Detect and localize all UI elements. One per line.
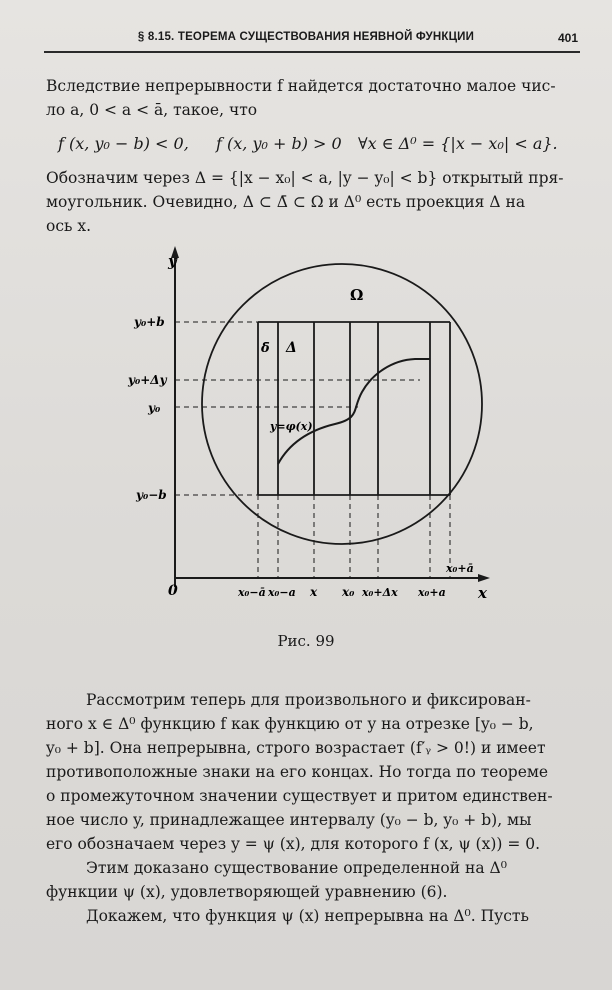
delta-label: Δ xyxy=(286,340,297,356)
paragraph-2-line-2: моугольник. Очевидно, Δ ⊂ Δ̄ ⊂ Ω и Δ⁰ есть проекция Δ на xyxy=(46,193,526,211)
figure-99 xyxy=(128,242,500,622)
x-tick-x0-plus-a: x₀+a xyxy=(418,586,446,599)
page-number: 401 xyxy=(557,31,578,45)
x-tick-x0-plus-dx: x₀+Δx xyxy=(362,586,398,599)
corner-tick-x0-plus-abar: x₀+ā xyxy=(446,562,474,575)
x-tick-x0-minus-abar: x₀−ā xyxy=(238,586,266,599)
formula-part-2: f (x, y₀ + b) > 0 xyxy=(216,134,342,153)
y-tick-y0-plus-b: y₀+b xyxy=(134,315,165,329)
omega-region xyxy=(202,264,482,544)
x-axis-arrow xyxy=(478,574,490,582)
paragraph-2-line-1: Обозначим через Δ = {|x − x₀| < a, |y − y₀| < b} открытый пря- xyxy=(46,169,564,187)
paragraph-3-line-1: Рассмотрим теперь для произвольного и фиксирован- xyxy=(86,691,531,709)
paragraph-3-line-3: y₀ + b]. Она непрерывна, строго возрастает (f′ᵧ > 0!) и имеет xyxy=(46,739,546,757)
figure-caption: Рис. 99 xyxy=(277,632,335,650)
formula-part-3: ∀x ∈ Δ⁰ = {|x − x₀| < a}. xyxy=(358,134,558,153)
paragraph-3-line-6: ное число y, принадлежащее интервалу (y₀ − b, y₀ + b), мы xyxy=(46,811,532,829)
x-tick-x0: x₀ xyxy=(342,585,355,599)
y-tick-y0: y₀ xyxy=(148,401,161,415)
paragraph-3 xyxy=(46,688,586,928)
formula-part-1: f (x, y₀ − b) < 0, xyxy=(58,134,189,153)
y-axis-label: y xyxy=(168,252,177,270)
paragraph-5-line-1: Докажем, что функция ψ (x) непрерывна на Δ⁰. Пусть xyxy=(86,907,529,925)
paragraph-1-line-1: Вследствие непрерывности f найдется достаточно малое чис- xyxy=(46,77,556,95)
paragraph-3-line-4: противоположные знаки на его концах. Но тогда по теореме xyxy=(46,763,549,781)
paragraph-2 xyxy=(46,166,586,238)
paragraph-3-line-5: о промежуточном значении существует и притом единствен- xyxy=(46,787,553,805)
running-header-title: § 8.15. ТЕОРЕМА СУЩЕСТВОВАНИЯ НЕЯВНОЙ ФУНКЦИИ xyxy=(137,31,475,43)
y-tick-y0-plus-dy: y₀+Δy xyxy=(128,373,167,387)
paragraph-3-line-7: его обозначаем через y = ψ (x), для которого f (x, ψ (x)) = 0. xyxy=(46,835,541,853)
implicit-function-curve xyxy=(278,359,430,464)
paragraph-2-line-3: ось x. xyxy=(46,217,92,235)
x-tick-x: x xyxy=(310,585,318,599)
paragraph-4-line-2: функции ψ (x), удовлетворяющей уравнению (6). xyxy=(46,883,448,901)
paragraph-4-line-1: Этим доказано существование определенной на Δ⁰ xyxy=(86,859,507,877)
paragraph-1 xyxy=(46,74,586,122)
y-tick-y0-minus-b: y₀−b xyxy=(136,488,167,502)
x-tick-x0-minus-a: x₀−a xyxy=(268,586,296,599)
delta-bar-label: δ̄ xyxy=(261,341,270,356)
header-rule xyxy=(44,51,580,53)
origin-label: 0 xyxy=(168,583,178,599)
curve-label: y=φ(x) xyxy=(270,420,313,433)
paragraph-3-line-2: ного x ∈ Δ⁰ функцию f как функцию от y на отрезке [y₀ − b, xyxy=(46,715,534,733)
x-axis-label: x xyxy=(478,584,487,602)
omega-label: Ω xyxy=(350,286,364,304)
paragraph-1-line-2: ло a, 0 < a < ā, такое, что xyxy=(46,101,258,119)
